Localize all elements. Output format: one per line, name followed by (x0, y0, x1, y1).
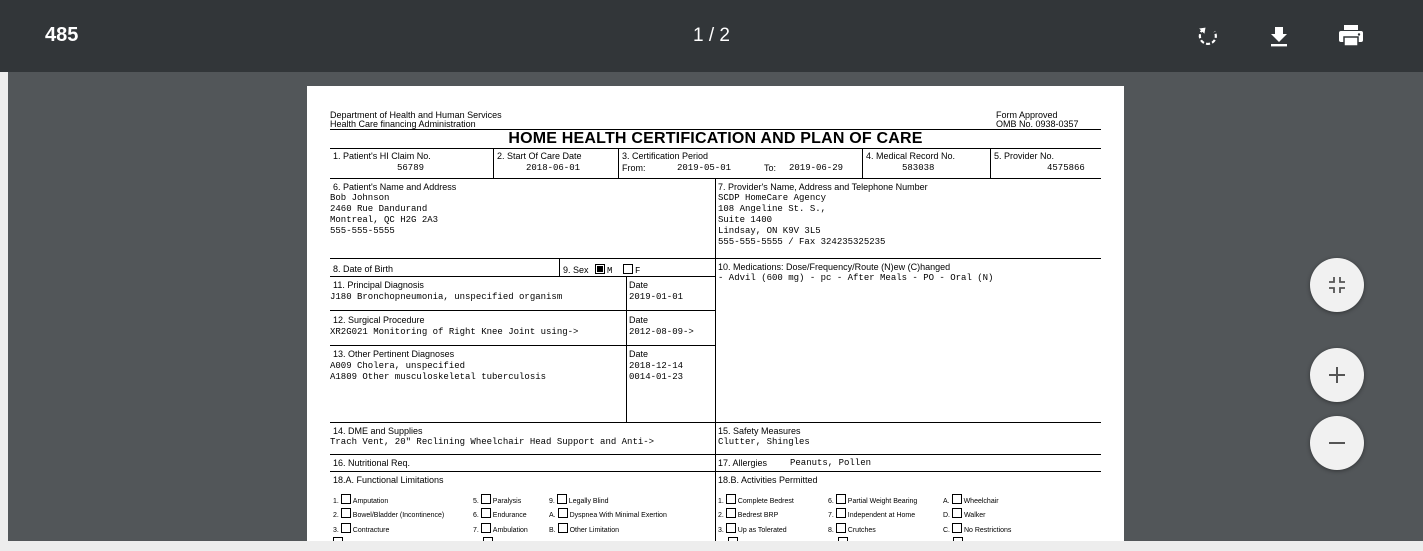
print-button[interactable] (1337, 22, 1365, 50)
item-label: Partial Weight Bearing (847, 498, 918, 505)
sex-m-checkbox[interactable] (595, 264, 605, 274)
rule (330, 454, 1101, 455)
rule (330, 471, 1101, 472)
field-17-label: 17. Allergies (718, 458, 768, 468)
field-10-label: 10. Medications: Dose/Frequency/Route (N)ew (C)hanged (718, 262, 951, 272)
provider-suite: Suite 1400 (718, 215, 773, 225)
checkbox[interactable] (952, 494, 962, 504)
item-label: Paralysis (492, 498, 522, 505)
field-11-label: 11. Principal Diagnosis (333, 280, 424, 290)
zoom-in-icon (1327, 365, 1347, 385)
item-number: 8. (828, 527, 834, 534)
item-label: Complete Bedrest (737, 498, 794, 505)
item-number: 6. (473, 512, 479, 519)
sex-m-label: M (607, 266, 613, 276)
divider (862, 148, 863, 178)
patient-street: 2460 Rue Dandurand (330, 204, 428, 214)
item-number: C. (943, 527, 950, 534)
zoom-out-icon (1327, 433, 1347, 453)
checkbox[interactable] (952, 508, 962, 518)
checkbox (483, 537, 493, 541)
activity-item[interactable] (718, 508, 778, 520)
checkbox[interactable] (341, 508, 351, 518)
download-icon (1268, 25, 1290, 47)
activity-item[interactable] (828, 508, 915, 520)
provider-city: Lindsay, ON K9V 3L5 (718, 226, 821, 236)
limitation-item[interactable] (333, 494, 388, 506)
safety-measures: Clutter, Shingles (718, 437, 810, 447)
field-5-label: 5. Provider No. (994, 151, 1055, 161)
activity-item[interactable] (943, 494, 999, 506)
limitation-item[interactable] (473, 523, 528, 535)
field-3-from-label: From: (622, 163, 646, 173)
rule (330, 310, 716, 311)
item-number: 3. (718, 527, 724, 534)
limitation-item[interactable] (333, 508, 444, 520)
item-label: No Restrictions (963, 527, 1012, 534)
provider-street: 108 Angeline St. S., (718, 204, 827, 214)
checkbox[interactable] (836, 508, 846, 518)
patient-phone: 555-555-5555 (330, 226, 395, 236)
item-number: 3. (333, 527, 339, 534)
principal-diagnosis: J180 Bronchopneumonia, unspecified organism (330, 292, 563, 302)
item-number: 7. (473, 527, 479, 534)
divider (618, 148, 619, 178)
zoom-out-button[interactable] (1310, 416, 1364, 470)
checkbox (333, 537, 343, 541)
item-number: 2. (333, 512, 339, 519)
download-button[interactable] (1265, 22, 1293, 50)
dme-supplies: Trach Vent, 20" Reclining Wheelchair Head Support and Anti-> (330, 437, 655, 447)
item-label: Contracture (352, 527, 390, 534)
partial-row (838, 537, 850, 541)
activity-item[interactable] (828, 494, 917, 506)
field-2-value: 2018-06-01 (526, 163, 581, 173)
item-label: Bedrest BRP (737, 512, 779, 519)
field-1-value: 56789 (397, 163, 425, 173)
fit-page-button[interactable] (1310, 258, 1364, 312)
item-number: 5. (473, 498, 479, 505)
partial-row (333, 537, 345, 541)
item-number: 6. (828, 498, 834, 505)
field-12-label: 12. Surgical Procedure (333, 315, 425, 325)
item-label: Up as Tolerated (737, 527, 787, 534)
field-18a-label: 18.A. Functional Limitations (333, 475, 444, 485)
partial-row (953, 537, 965, 541)
checkbox[interactable] (836, 494, 846, 504)
item-label: Wheelchair (963, 498, 999, 505)
provider-phone: 555-555-5555 / Fax 324235325235 (718, 237, 886, 247)
sidebar-edge (0, 72, 8, 551)
partial-row (483, 537, 495, 541)
date-label: Date (629, 315, 649, 325)
approved-line-1: Form Approved (996, 110, 1058, 120)
field-5-value: 4575866 (1047, 163, 1085, 173)
limitation-item[interactable] (473, 494, 521, 506)
date-label: Date (629, 280, 649, 290)
checkbox[interactable] (341, 523, 351, 533)
checkbox[interactable] (558, 508, 568, 518)
field-3-from-value: 2019-05-01 (677, 163, 732, 173)
surgical-procedure-date: 2012-08-09-> (629, 327, 694, 337)
partial-row (728, 537, 740, 541)
other-diagnosis-1: A009 Cholera, unspecified (330, 361, 466, 371)
item-label: Endurance (492, 512, 527, 519)
field-18b-label: 18.B. Activities Permitted (718, 475, 818, 485)
field-6-label: 6. Patient's Name and Address (333, 182, 457, 192)
other-diagnosis-date-1: 2018-12-14 (629, 361, 684, 371)
field-1-label: 1. Patient's HI Claim No. (333, 151, 431, 161)
form-title: HOME HEALTH CERTIFICATION AND PLAN OF CARE (508, 130, 923, 147)
field-16-label: 16. Nutritional Req. (333, 458, 411, 468)
limitation-item[interactable] (549, 494, 609, 506)
checkbox[interactable] (558, 523, 568, 533)
checkbox[interactable] (481, 494, 491, 504)
checkbox[interactable] (726, 494, 736, 504)
allergies: Peanuts, Pollen (790, 458, 872, 468)
activity-item[interactable] (718, 523, 787, 535)
rule (330, 345, 716, 346)
item-label: Ambulation (492, 527, 528, 534)
field-3-to-value: 2019-06-29 (789, 163, 844, 173)
approved-line-2: OMB No. 0938-0357 (996, 119, 1079, 129)
checkbox[interactable] (557, 494, 567, 504)
surgical-procedure: XR2G021 Monitoring of Right Knee Joint using-> (330, 327, 579, 337)
activity-item[interactable] (943, 523, 1011, 535)
field-14-label: 14. DME and Supplies (333, 426, 423, 436)
checkbox[interactable] (481, 523, 491, 533)
field-3-to-label: To: (764, 163, 777, 173)
activity-item[interactable] (828, 523, 876, 535)
divider (493, 148, 494, 178)
provider-name: SCDP HomeCare Agency (718, 193, 827, 203)
horizontal-scrollbar[interactable] (0, 541, 1423, 551)
principal-diagnosis-date: 2019-01-01 (629, 292, 684, 302)
rule (330, 276, 716, 277)
field-13-label: 13. Other Pertinent Diagnoses (333, 349, 455, 359)
field-8-label: 8. Date of Birth (333, 264, 394, 274)
field-4-label: 4. Medical Record No. (866, 151, 956, 161)
item-label: Dyspnea With Minimal Exertion (569, 512, 667, 519)
item-number: 7. (828, 512, 834, 519)
item-label: Bowel/Bladder (Incontinence) (352, 512, 445, 519)
checkbox[interactable] (726, 523, 736, 533)
item-number: D. (943, 512, 950, 519)
checkbox[interactable] (726, 508, 736, 518)
checkbox (953, 537, 963, 541)
checkbox[interactable] (952, 523, 962, 533)
limitation-item[interactable] (473, 508, 527, 520)
sex-f-checkbox[interactable] (623, 264, 633, 274)
print-icon (1338, 24, 1364, 48)
item-number: B. (549, 527, 556, 534)
field-15-label: 15. Safety Measures (718, 426, 801, 436)
other-diagnosis-date-2: 0014-01-23 (629, 372, 684, 382)
rule (330, 258, 1101, 259)
item-number: 1. (333, 498, 339, 505)
sex-f-label: F (634, 266, 641, 276)
patient-name: Bob Johnson (330, 193, 390, 203)
limitation-item[interactable] (549, 523, 619, 535)
item-label: Other Limitation (569, 527, 619, 534)
checkbox[interactable] (481, 508, 491, 518)
item-number: A. (943, 498, 950, 505)
divider (559, 258, 560, 276)
zoom-in-button[interactable] (1310, 348, 1364, 402)
item-label: Crutches (847, 527, 876, 534)
limitation-item[interactable] (333, 523, 389, 535)
center-divider (715, 178, 716, 541)
rule (330, 148, 1101, 149)
divider (626, 276, 627, 422)
limitation-item[interactable] (549, 508, 667, 520)
item-label: Legally Blind (568, 498, 609, 505)
item-number: 9. (549, 498, 555, 505)
item-label: Independent at Home (847, 512, 916, 519)
fit-page-icon (1327, 275, 1347, 295)
item-number: 2. (718, 512, 724, 519)
rotate-button[interactable] (1194, 22, 1222, 50)
rule (330, 422, 1101, 423)
item-label: Amputation (352, 498, 389, 505)
checkbox[interactable] (341, 494, 351, 504)
dept-line-2: Health Care financing Administration (330, 119, 476, 129)
item-number: A. (549, 512, 556, 519)
item-label: Walker (963, 512, 986, 519)
document-title: 485 (45, 24, 79, 46)
activity-item[interactable] (718, 494, 794, 506)
checkbox[interactable] (836, 523, 846, 533)
pdf-page (307, 86, 1124, 541)
activity-item[interactable] (943, 508, 985, 520)
divider (990, 148, 991, 178)
date-label: Date (629, 349, 649, 359)
item-number: 1. (718, 498, 724, 505)
field-3-label: 3. Certification Period (622, 151, 709, 161)
viewer-toolbar (0, 0, 1423, 72)
checkbox (728, 537, 738, 541)
patient-city: Montreal, QC H2G 2A3 (330, 215, 439, 225)
field-7-label: 7. Provider's Name, Address and Telephone Number (718, 182, 928, 192)
rotate-icon (1196, 24, 1220, 48)
other-diagnosis-2: A1809 Other musculoskeletal tuberculosis (330, 372, 547, 382)
page-indicator: 1 / 2 (693, 25, 730, 46)
field-2-label: 2. Start Of Care Date (497, 151, 582, 161)
field-9-label: 9. Sex (563, 265, 589, 275)
checkbox (838, 537, 848, 541)
field-4-value: 583038 (902, 163, 935, 173)
dept-line-1: Department of Health and Human Services (330, 110, 502, 120)
medications-value: - Advil (600 mg) - pc - After Meals - PO - Oral (N) (718, 273, 994, 283)
sex-field (563, 264, 640, 276)
